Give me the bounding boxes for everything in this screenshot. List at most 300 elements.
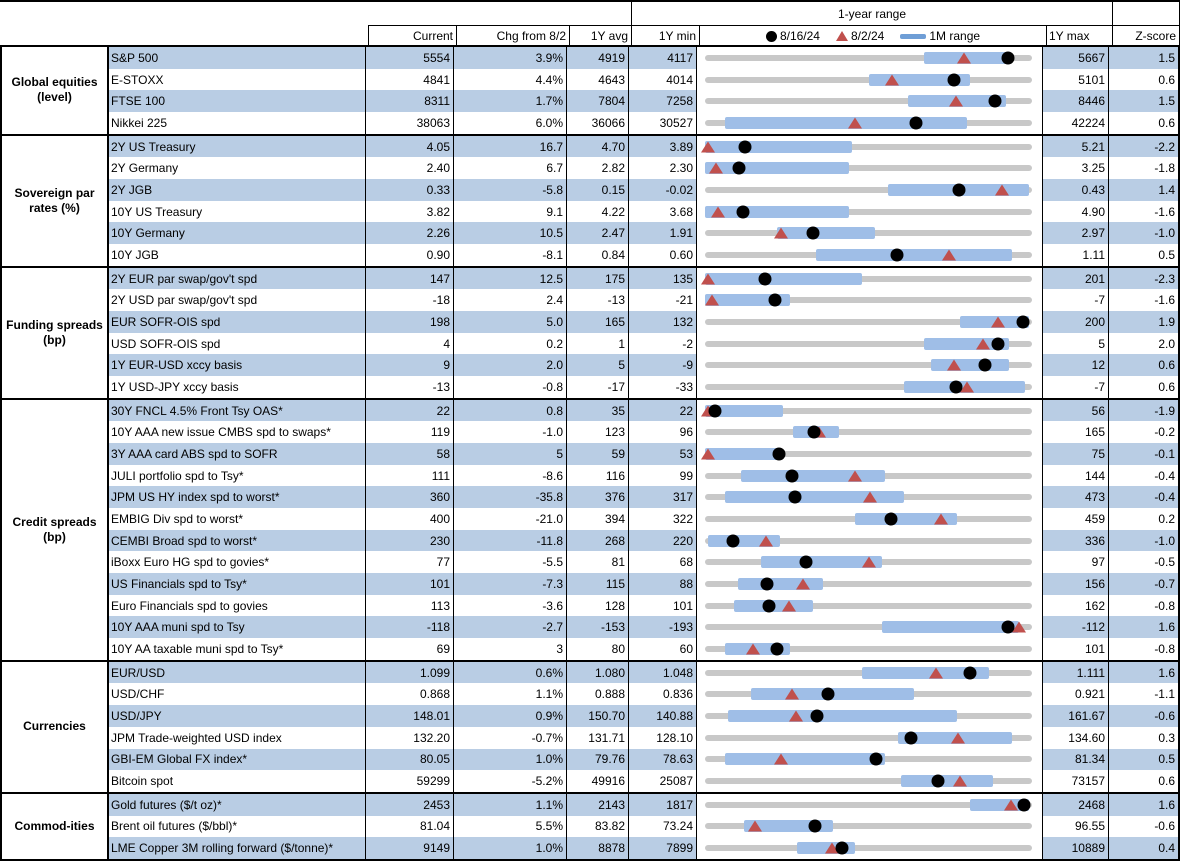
current-date-dot-icon — [963, 666, 976, 679]
1y-avg-cell-value: 4.70 — [601, 139, 625, 154]
1y-min-cell — [629, 400, 697, 422]
1y-avg-cell — [567, 311, 629, 333]
1y-max-cell — [1043, 90, 1109, 112]
1y-max-cell — [1043, 47, 1109, 69]
z-score-cell-value: 1.9 — [1158, 314, 1175, 329]
1y-min-cell — [629, 727, 697, 749]
z-score-cell — [1109, 816, 1178, 838]
current-cell — [366, 530, 454, 552]
1y-max-cell-value: 156 — [1084, 576, 1105, 591]
1y-min-cell-value: 140.88 — [656, 708, 693, 723]
chg-cell-value: -7.3 — [542, 576, 563, 591]
current-cell-value: 69 — [436, 641, 450, 656]
z-score-cell — [1109, 683, 1178, 705]
instrument-name-cell — [109, 465, 366, 487]
z-score-cell-value: 1.5 — [1158, 94, 1175, 109]
1y-avg-cell — [567, 551, 629, 573]
prior-date-triangle-icon — [711, 206, 725, 217]
prior-date-triangle-icon — [709, 163, 723, 174]
1y-avg-cell — [567, 530, 629, 552]
instrument-name-cell-value: 30Y FNCL 4.5% Front Tsy OAS* — [111, 403, 283, 418]
1y-min-cell-value: 25087 — [659, 774, 693, 788]
table-row — [109, 683, 1178, 705]
1y-min-cell-value: 101 — [672, 598, 693, 613]
z-score-cell-value: -1.1 — [1154, 687, 1175, 702]
1y-min-cell-value: 99 — [679, 468, 693, 483]
z-score-cell — [1109, 465, 1178, 487]
table-body — [0, 45, 1180, 861]
table-row — [109, 47, 1178, 69]
1y-min-cell-value: 322 — [672, 511, 693, 526]
chg-cell — [454, 837, 567, 859]
range-track — [705, 429, 1032, 435]
z-score-cell — [1109, 616, 1178, 638]
z-score-cell — [1109, 136, 1178, 158]
1y-min-cell — [629, 662, 697, 684]
instrument-name-cell — [109, 400, 366, 422]
instrument-name-cell — [109, 179, 366, 201]
1y-max-cell-value: 101 — [1084, 641, 1105, 656]
chg-cell-value: 9.1 — [546, 204, 563, 219]
1y-avg-cell-value: 116 — [605, 468, 625, 483]
z-score-cell — [1109, 244, 1178, 266]
1y-min-cell-value: 0.60 — [669, 247, 693, 262]
one-month-range-bar — [705, 141, 852, 153]
1y-min-cell — [629, 573, 697, 595]
1y-max-cell — [1043, 638, 1109, 660]
1y-max-cell — [1043, 465, 1109, 487]
1y-max-cell-value: 165 — [1084, 425, 1105, 440]
1y-min-cell-value: -33 — [675, 379, 693, 394]
1y-min-cell — [629, 179, 697, 201]
1y-max-cell — [1043, 244, 1109, 266]
current-date-dot-icon — [773, 447, 786, 460]
1y-avg-cell — [567, 508, 629, 530]
1y-min-cell — [629, 683, 697, 705]
1y-min-cell — [629, 47, 697, 69]
instrument-name-cell — [109, 136, 366, 158]
chg-cell-value: -21.0 — [535, 511, 563, 526]
1y-max-cell — [1043, 705, 1109, 727]
current-cell — [366, 376, 454, 398]
z-score-cell — [1109, 443, 1178, 465]
instrument-name-cell — [109, 770, 366, 792]
current-cell-value: 22 — [436, 403, 450, 418]
column-header-1y-max: 1Y max — [1046, 25, 1113, 47]
one-month-range-bar — [705, 273, 862, 285]
chg-cell-value: 5.5% — [535, 819, 563, 834]
instrument-name-cell — [109, 311, 366, 333]
1y-avg-cell — [567, 816, 629, 838]
instrument-name-cell-value: 2Y JGB — [111, 182, 153, 197]
z-score-cell-value: -1.0 — [1154, 226, 1175, 241]
z-score-cell — [1109, 508, 1178, 530]
1y-avg-cell — [567, 289, 629, 311]
section-label: Credit spreads (bp) — [2, 400, 109, 660]
chg-cell-value: 1.1% — [535, 687, 563, 702]
1y-max-cell — [1043, 157, 1109, 179]
z-score-cell — [1109, 595, 1178, 617]
range-chart-cell — [697, 268, 1043, 290]
1y-avg-cell — [567, 443, 629, 465]
chg-cell — [454, 311, 567, 333]
chg-cell-value: 3 — [556, 641, 563, 656]
1y-avg-cell-value: 165 — [604, 314, 625, 329]
current-cell — [366, 311, 454, 333]
1y-max-cell — [1043, 683, 1109, 705]
current-cell-value: 0.90 — [426, 247, 450, 262]
z-score-cell — [1109, 530, 1178, 552]
current-cell — [366, 201, 454, 223]
1y-max-cell — [1043, 727, 1109, 749]
z-score-cell-value: -2.3 — [1154, 271, 1175, 286]
1y-min-cell-value: 4117 — [667, 50, 693, 65]
instrument-name-cell — [109, 794, 366, 816]
current-cell — [366, 749, 454, 771]
1y-avg-cell-value: 2.47 — [601, 226, 625, 241]
current-cell-value: 3.82 — [426, 204, 450, 219]
prior-date-triangle-icon — [748, 821, 762, 832]
1y-max-cell-value: 161.67 — [1068, 708, 1105, 723]
z-score-cell — [1109, 289, 1178, 311]
1y-min-cell-value: -21 — [675, 293, 693, 308]
current-cell-value: 101 — [429, 576, 450, 591]
z-score-cell — [1109, 333, 1178, 355]
prior-date-triangle-icon — [705, 295, 719, 306]
chg-cell-value: -8.6 — [542, 468, 563, 483]
current-cell-value: 132.20 — [413, 730, 450, 745]
section-rows — [109, 794, 1178, 859]
1y-min-cell — [629, 421, 697, 443]
z-score-cell — [1109, 749, 1178, 771]
chg-cell — [454, 201, 567, 223]
1y-min-cell-value: 68 — [679, 555, 693, 570]
prior-date-triangle-icon — [951, 732, 965, 743]
1y-avg-cell — [567, 179, 629, 201]
z-score-cell — [1109, 201, 1178, 223]
current-cell-value: 111 — [431, 468, 450, 483]
instrument-name-cell — [109, 508, 366, 530]
1y-max-cell-value: 12 — [1091, 358, 1105, 373]
table-row — [109, 354, 1178, 376]
chg-cell — [454, 573, 567, 595]
1y-max-cell-value: -112 — [1081, 620, 1105, 635]
current-cell-value: 148.01 — [413, 708, 450, 723]
1y-avg-cell-value: 83.82 — [594, 819, 625, 834]
1y-max-cell-value: -7 — [1094, 379, 1105, 394]
1y-avg-cell — [567, 69, 629, 91]
instrument-name-cell-value: EMBIG Div spd to worst* — [111, 511, 244, 526]
instrument-name-cell — [109, 244, 366, 266]
column-header-1y-avg: 1Y avg — [569, 25, 632, 47]
range-chart-cell — [697, 662, 1043, 684]
chg-cell — [454, 90, 567, 112]
table-row — [109, 638, 1178, 660]
prior-date-triangle-icon — [949, 96, 963, 107]
current-cell — [366, 794, 454, 816]
current-cell-value: 400 — [429, 511, 450, 526]
instrument-name-cell-value: E-STOXX — [111, 72, 164, 87]
instrument-name-cell — [109, 616, 366, 638]
z-score-cell-value: -1.0 — [1154, 533, 1175, 548]
instrument-name-cell — [109, 837, 366, 859]
current-date-dot-icon — [811, 709, 824, 722]
current-cell-value: -18 — [432, 293, 450, 308]
1y-min-cell — [629, 465, 697, 487]
1y-max-cell-value: 8446 — [1078, 94, 1105, 109]
z-score-cell — [1109, 69, 1178, 91]
1y-min-cell — [629, 486, 697, 508]
1y-max-cell — [1043, 749, 1109, 771]
instrument-name-cell — [109, 749, 366, 771]
1y-max-cell — [1043, 794, 1109, 816]
1y-max-cell-value: 1.111 — [1076, 665, 1105, 680]
instrument-name-cell-value: 3Y AAA card ABS spd to SOFR — [111, 446, 278, 461]
table-row — [109, 616, 1178, 638]
z-score-cell-value: -0.4 — [1154, 468, 1175, 483]
1y-min-cell-value: 132 — [672, 314, 693, 329]
table-row — [109, 421, 1178, 443]
1y-max-cell-value: 97 — [1091, 555, 1105, 570]
z-score-cell-value: 1.5 — [1158, 50, 1175, 65]
chg-cell — [454, 421, 567, 443]
chg-cell-value: 10.5 — [539, 226, 563, 241]
1y-min-cell — [629, 201, 697, 223]
1y-avg-cell — [567, 794, 629, 816]
1y-avg-cell-value: 8878 — [598, 841, 625, 856]
1y-max-cell-value: 201 — [1084, 271, 1105, 286]
1y-max-cell-value: 73157 — [1071, 774, 1105, 788]
1y-max-cell-value: 5101 — [1078, 72, 1105, 87]
1y-avg-cell — [567, 333, 629, 355]
instrument-name-cell — [109, 268, 366, 290]
z-score-cell-value: -0.6 — [1154, 819, 1175, 834]
range-header-label: 1-year range — [837, 6, 907, 21]
range-chart-cell — [697, 837, 1043, 859]
chg-cell — [454, 136, 567, 158]
z-score-cell — [1109, 179, 1178, 201]
instrument-name-cell-value: LME Copper 3M rolling forward ($/tonne)* — [111, 841, 334, 856]
z-score-cell-value: -0.6 — [1154, 708, 1175, 723]
current-cell — [366, 727, 454, 749]
chg-cell-value: 6.0% — [535, 115, 563, 130]
current-date-dot-icon — [953, 183, 966, 196]
chg-cell — [454, 727, 567, 749]
section-rows — [109, 400, 1178, 660]
z-score-cell — [1109, 705, 1178, 727]
current-date-dot-icon — [736, 205, 749, 218]
one-month-range-bar — [816, 249, 1012, 261]
prior-date-triangle-icon — [957, 52, 971, 63]
current-cell-value: 38063 — [416, 115, 450, 130]
instrument-name-cell — [109, 47, 366, 69]
chg-cell — [454, 244, 567, 266]
section-label: Commod-ities — [2, 794, 109, 859]
1y-max-cell — [1043, 486, 1109, 508]
chg-cell-value: 1.7% — [535, 94, 563, 109]
current-date-dot-icon — [931, 775, 944, 788]
1y-max-cell — [1043, 136, 1109, 158]
table-row — [109, 837, 1178, 859]
1y-avg-cell-value: 376 — [604, 490, 625, 505]
chg-cell — [454, 683, 567, 705]
current-date-dot-icon — [733, 162, 746, 175]
1y-min-cell — [629, 268, 697, 290]
current-cell — [366, 179, 454, 201]
instrument-name-cell — [109, 638, 366, 660]
legend-item-1m-range: 1M range — [900, 29, 980, 43]
current-cell — [366, 465, 454, 487]
current-date-dot-icon — [808, 820, 821, 833]
one-month-range-bar — [725, 753, 885, 765]
chg-cell — [454, 638, 567, 660]
chg-cell-value: -1.0 — [542, 425, 563, 440]
1y-min-cell — [629, 90, 697, 112]
chg-cell-value: -8.1 — [542, 247, 563, 262]
current-date-dot-icon — [807, 426, 820, 439]
1y-avg-cell — [567, 354, 629, 376]
1y-min-cell-value: 135 — [672, 271, 693, 286]
z-score-cell — [1109, 400, 1178, 422]
1y-max-cell-value: 162 — [1084, 598, 1105, 613]
instrument-name-cell-value: EUR/USD — [111, 665, 166, 680]
current-cell — [366, 268, 454, 290]
z-score-cell — [1109, 837, 1178, 859]
chg-cell — [454, 508, 567, 530]
1y-min-cell-value: 78.63 — [662, 752, 693, 767]
chg-cell-value: 5.0 — [546, 314, 563, 329]
z-score-cell-value: -0.2 — [1154, 425, 1175, 440]
current-date-dot-icon — [870, 753, 883, 766]
z-score-cell-value: -1.6 — [1154, 293, 1175, 308]
current-cell-value: 0.868 — [419, 687, 450, 702]
current-date-dot-icon — [1016, 315, 1029, 328]
current-cell-value: 8311 — [424, 94, 450, 109]
current-date-dot-icon — [806, 227, 819, 240]
z-score-cell — [1109, 638, 1178, 660]
1y-max-cell-value: 75 — [1091, 446, 1105, 461]
prior-date-triangle-icon — [1004, 799, 1018, 810]
one-month-range-bar — [777, 227, 875, 239]
chg-cell-value: 0.9% — [535, 708, 563, 723]
prior-date-triangle-icon — [885, 74, 899, 85]
chg-cell-value: 12.5 — [539, 271, 563, 286]
table-row — [109, 465, 1178, 487]
1y-min-cell-value: 2.30 — [669, 161, 693, 176]
1y-min-cell-value: 220 — [672, 533, 693, 548]
current-date-dot-icon — [758, 272, 771, 285]
1y-max-cell-value: 5.21 — [1081, 139, 1105, 154]
range-chart-cell — [697, 465, 1043, 487]
instrument-name-cell — [109, 486, 366, 508]
range-chart-cell — [697, 289, 1043, 311]
chg-cell — [454, 69, 567, 91]
instrument-name-cell-value: USD SOFR-OIS spd — [111, 336, 221, 351]
range-chart-cell — [697, 638, 1043, 660]
current-cell — [366, 421, 454, 443]
1y-avg-cell — [567, 244, 629, 266]
range-chart-cell — [697, 705, 1043, 727]
chg-cell-value: -5.8 — [542, 182, 563, 197]
range-chart-cell — [697, 727, 1043, 749]
chg-cell — [454, 749, 567, 771]
range-chart-cell — [697, 794, 1043, 816]
chg-cell-value: 1.0% — [535, 841, 563, 856]
1y-avg-cell-value: 5 — [618, 358, 625, 373]
range-chart-cell — [697, 244, 1043, 266]
z-score-cell — [1109, 376, 1178, 398]
1y-max-cell-value: 0.921 — [1074, 687, 1105, 702]
1y-min-cell — [629, 837, 697, 859]
current-date-dot-icon — [821, 688, 834, 701]
chg-cell-value: 2.4 — [546, 293, 563, 308]
range-chart-cell — [697, 201, 1043, 223]
z-score-cell-value: 1.6 — [1158, 797, 1175, 812]
z-score-cell-value: -0.4 — [1154, 490, 1175, 505]
chg-cell-value: 3.9% — [535, 50, 563, 65]
instrument-name-cell-value: USD/CHF — [111, 687, 165, 702]
1y-avg-cell-value: -17 — [607, 379, 625, 394]
1y-avg-cell-value: 128 — [604, 598, 625, 613]
range-chart-cell — [697, 47, 1043, 69]
chg-cell — [454, 179, 567, 201]
1y-min-cell-value: 3.89 — [669, 139, 693, 154]
1y-avg-cell-value: 4.22 — [601, 204, 625, 219]
1y-max-cell — [1043, 508, 1109, 530]
z-score-cell-value: -0.8 — [1154, 641, 1175, 656]
table-row — [109, 486, 1178, 508]
z-score-cell-value: -0.1 — [1154, 446, 1175, 461]
chg-cell — [454, 289, 567, 311]
one-month-range-bar — [728, 710, 957, 722]
1y-avg-cell — [567, 90, 629, 112]
instrument-name-cell-value: 1Y USD-JPY xccy basis — [111, 379, 239, 394]
1y-min-cell-value: 22 — [679, 403, 693, 418]
prior-date-triangle-icon — [701, 141, 715, 152]
current-date-dot-icon — [761, 577, 774, 590]
chg-cell-value: 1.1% — [535, 797, 563, 812]
current-cell-value: 119 — [430, 425, 450, 440]
instrument-name-cell-value: EUR SOFR-OIS spd — [111, 314, 221, 329]
1y-max-cell — [1043, 333, 1109, 355]
current-date-dot-icon — [979, 359, 992, 372]
1y-avg-cell-value: -153 — [600, 620, 625, 635]
current-cell-value: 9149 — [423, 841, 450, 856]
instrument-name-cell-value: 1Y EUR-USD xccy basis — [111, 358, 243, 373]
chg-cell — [454, 400, 567, 422]
current-cell — [366, 816, 454, 838]
1y-max-cell-value: 81.34 — [1074, 752, 1105, 767]
instrument-name-cell-value: Brent oil futures ($/bbl)* — [111, 819, 238, 834]
1y-min-cell — [629, 112, 697, 134]
1y-max-cell — [1043, 179, 1109, 201]
current-cell-value: 147 — [429, 271, 450, 286]
dot-marker-icon — [766, 31, 777, 42]
one-month-range-bar — [725, 491, 905, 503]
1y-max-cell — [1043, 311, 1109, 333]
instrument-name-cell-value: USD/JPY — [111, 708, 162, 723]
1y-min-cell — [629, 794, 697, 816]
range-chart-cell — [697, 354, 1043, 376]
1y-avg-cell-value: 0.84 — [601, 247, 625, 262]
chg-cell — [454, 770, 567, 792]
chg-cell-value: 4.4% — [535, 72, 563, 87]
current-cell-value: 1.099 — [419, 665, 450, 680]
z-score-cell — [1109, 112, 1178, 134]
z-score-cell — [1109, 47, 1178, 69]
1y-avg-cell-value: 7804 — [598, 94, 625, 109]
1y-min-cell — [629, 770, 697, 792]
